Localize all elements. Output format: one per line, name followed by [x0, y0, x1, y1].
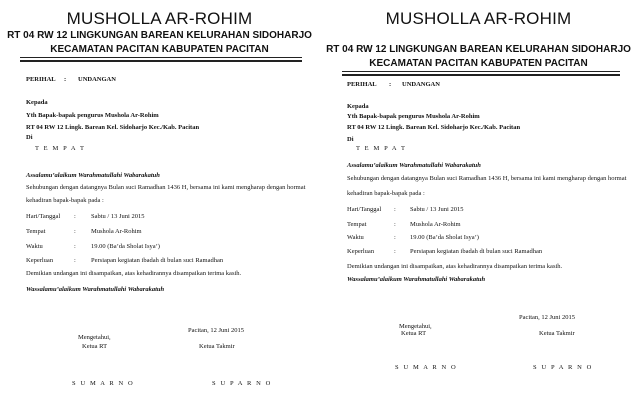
ketua-rt-label: Ketua RT [82, 343, 108, 350]
detail-label: Tempat [26, 228, 46, 235]
detail-label: Keperluan [26, 257, 54, 264]
letter-subtitle-1: RT 04 RW 12 LINGKUNGAN BAREAN KELURAHAN SIDOHARJO [326, 44, 631, 55]
tempat-label: T E M P A T [356, 145, 407, 152]
detail-value: Persiapan kegiatan ibadah di bulan suci Ramadhan [410, 248, 543, 255]
detail-label: Waktu [26, 243, 43, 250]
di-label: Di [347, 136, 354, 143]
detail-colon: : [74, 243, 76, 250]
signature-takmir: S U P A R N O [212, 380, 272, 387]
recipient-line: Yth Bapak-bapak pengurus Mushola Ar-Rohim [347, 113, 480, 120]
detail-value: Mushola Ar-Rohim [410, 221, 461, 228]
kepada-label: Kepada [26, 99, 48, 106]
detail-value: 19.00 (Ba’da Sholat Isya’) [410, 234, 479, 241]
letter-page-right [319, 0, 638, 417]
header-rule-thin [342, 71, 620, 72]
recipient-line: Yth Bapak-bapak pengurus Mushola Ar-Rohim [26, 112, 159, 119]
ketua-takmir-label: Ketua Takmir [539, 330, 575, 337]
ketua-takmir-label: Ketua Takmir [199, 343, 235, 350]
body-line-1: Sehubungan dengan datangnya Bulan suci Ramadhan 1436 H, bersama ini kami mengharap dengan hormat [347, 175, 627, 182]
detail-value: Mushola Ar-Rohim [91, 228, 142, 235]
di-label: Di [26, 134, 33, 141]
detail-colon: : [394, 221, 396, 228]
detail-colon: : [394, 248, 396, 255]
detail-colon: : [394, 234, 396, 241]
closing-line: Demikian undangan ini disampaikan, atas kehadirannya disampaikan terima kasih. [347, 263, 563, 270]
letter-subtitle-1: RT 04 RW 12 LINGKUNGAN BAREAN KELURAHAN SIDOHARJO [7, 30, 312, 41]
letter-title: MUSHOLLA AR-ROHIM [385, 9, 572, 28]
detail-value: Sabtu / 13 Juni 2015 [410, 206, 464, 213]
perihal-label: PERIHAL [347, 81, 377, 88]
detail-label: Hari/Tanggal [26, 213, 61, 220]
place-date: Pacitan, 12 Juni 2015 [519, 314, 575, 321]
body-line-2: kehadiran bapak-bapak pada : [347, 190, 425, 197]
kepada-label: Kepada [347, 103, 369, 110]
perihal-colon: : [64, 76, 67, 83]
header-rule-thick [20, 60, 302, 62]
perihal-value: UNDANGAN [402, 81, 440, 88]
signature-rt: S U M A R N O [395, 364, 458, 371]
detail-label: Keperluan [347, 248, 375, 255]
salam-opening: Assalamu’alaikum Warahmatullahi Wabarakatuh [347, 162, 481, 169]
signature-rt: S U M A R N O [72, 380, 135, 387]
letter-subtitle-2: KECAMATAN PACITAN KABUPATEN PACITAN [369, 58, 588, 69]
body-line-2: kehadiran bapak-bapak pada : [26, 197, 104, 204]
header-rule-thin [20, 57, 302, 58]
body-line-1: Sehubungan dengan datangnya Bulan suci Ramadhan 1436 H, bersama ini kami mengharap dengan hormat [26, 184, 306, 191]
detail-colon: : [74, 228, 76, 235]
ketua-rt-label: Ketua RT [401, 330, 427, 337]
tempat-label: T E M P A T [35, 145, 86, 152]
detail-colon: : [74, 257, 76, 264]
mengetahui-label: Mengetahui, [78, 334, 111, 341]
perihal-label: PERIHAL [26, 76, 56, 83]
detail-label: Waktu [347, 234, 364, 241]
perihal-value: UNDANGAN [78, 76, 116, 83]
detail-value: Persiapan kegiatan ibadah di bulan suci Ramadhan [91, 257, 224, 264]
signature-takmir: S U P A R N O [533, 364, 593, 371]
recipient-address: RT 04 RW 12 Lingk. Barean Kel. Sidoharjo Kec./Kab. Pacitan [347, 124, 521, 131]
detail-colon: : [394, 206, 396, 213]
letter-subtitle-2: KECAMATAN PACITAN KABUPATEN PACITAN [50, 44, 269, 55]
mengetahui-label: Mengetahui, [399, 323, 432, 330]
place-date: Pacitan, 12 Juni 2015 [188, 327, 244, 334]
detail-value: 19.00 (Ba’da Sholat Isya’) [91, 243, 160, 250]
detail-label: Tempat [347, 221, 367, 228]
perihal-colon: : [389, 81, 392, 88]
salam-opening: Assalamu’alaikum Warahmatullahi Wabarakatuh [26, 172, 160, 179]
salam-closing: Wassalamu’alaikum Warahmatullahi Wabarakatuh [26, 286, 165, 293]
recipient-address: RT 04 RW 12 Lingk. Barean Kel. Sidoharjo Kec./Kab. Pacitan [26, 124, 200, 131]
closing-line: Demikian undangan ini disampaikan, atas kehadirannya disampaikan terima kasih. [26, 270, 242, 277]
letter-title: MUSHOLLA AR-ROHIM [66, 9, 253, 28]
detail-label: Hari/Tanggal [347, 206, 382, 213]
detail-colon: : [74, 213, 76, 220]
detail-value: Sabtu / 13 Juni 2015 [91, 213, 145, 220]
salam-closing: Wassalamu’alaikum Warahmatullahi Wabarakatuh [347, 276, 486, 283]
header-rule-thick [342, 74, 620, 76]
